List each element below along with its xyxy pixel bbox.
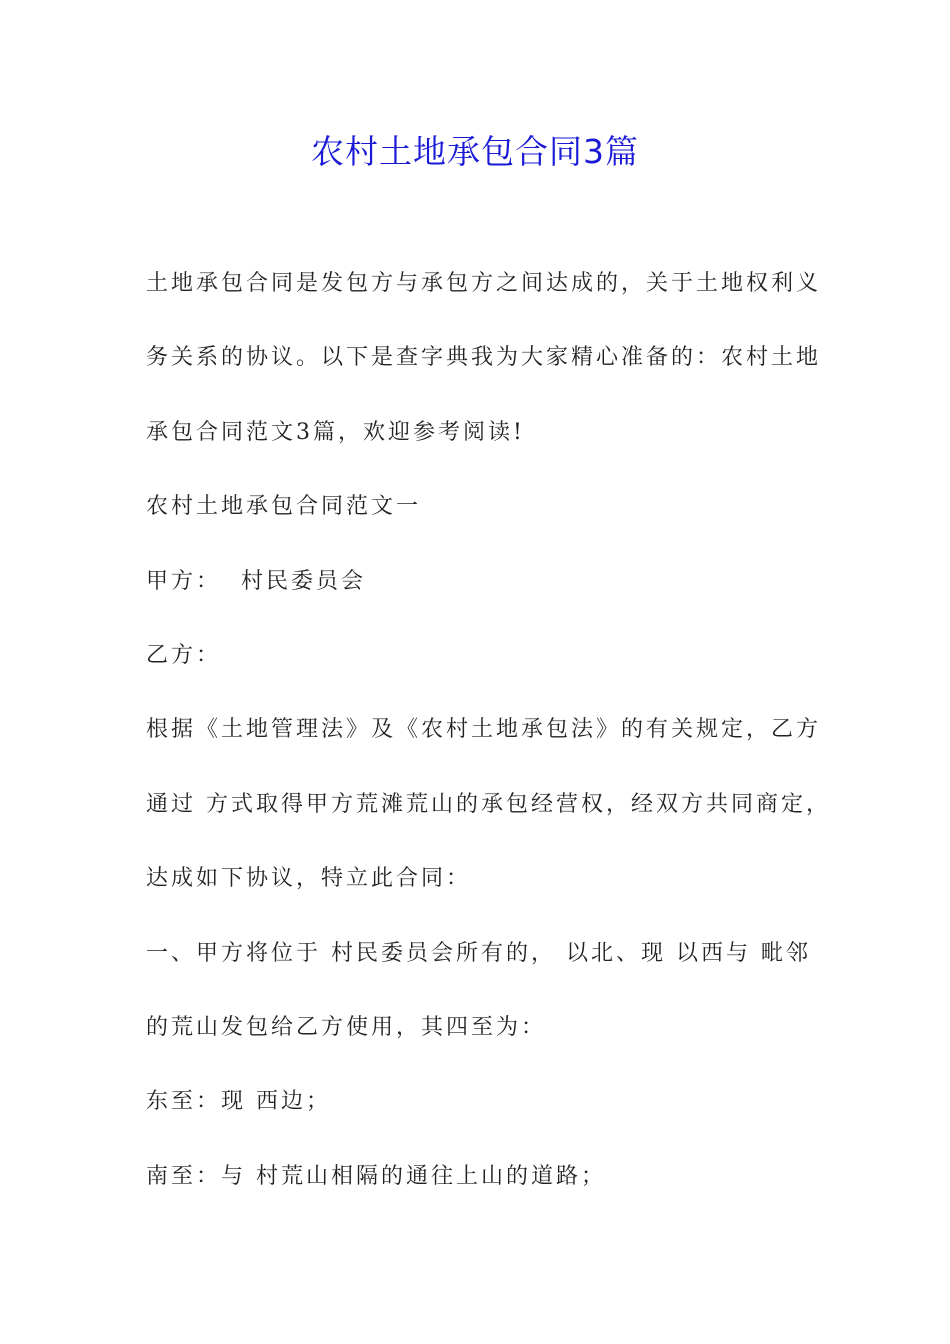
party-b-line: 乙方： <box>146 642 222 668</box>
document-body <box>146 260 831 1227</box>
paragraph-line: 土地承包合同是发包方与承包方之间达成的，关于土地权利义 <box>146 271 822 296</box>
paragraph-line: 务关系的协议。以下是查字典我为大家精心准备的：农村土地 <box>146 345 822 371</box>
paragraph-line: 一、甲方将位于 村民委员会所有的， 以北、现 以西与 毗邻 <box>146 940 811 966</box>
paragraph-line: 根据《土地管理法》及《农村土地承包法》的有关规定，乙方 <box>146 717 822 743</box>
document-title: 农村土地承包合同3篇 <box>311 132 639 171</box>
party-a-line: 甲方： 村民委员会 <box>146 568 366 594</box>
paragraph-line: 达成如下协议，特立此合同： <box>146 866 472 892</box>
paragraph-line: 承包合同范文3篇，欢迎参考阅读! <box>146 419 525 445</box>
boundary-south-line: 南至：与 村荒山相隔的通往上山的道路； <box>146 1163 606 1189</box>
boundary-east-line: 东至：现 西边； <box>146 1089 331 1115</box>
section-heading: 农村土地承包合同范文一 <box>146 494 422 520</box>
paragraph-line: 通过 方式取得甲方荒滩荒山的承包经营权，经双方共同商定， <box>146 791 831 817</box>
paragraph-line: 的荒山发包给乙方使用，其四至为： <box>146 1014 547 1040</box>
